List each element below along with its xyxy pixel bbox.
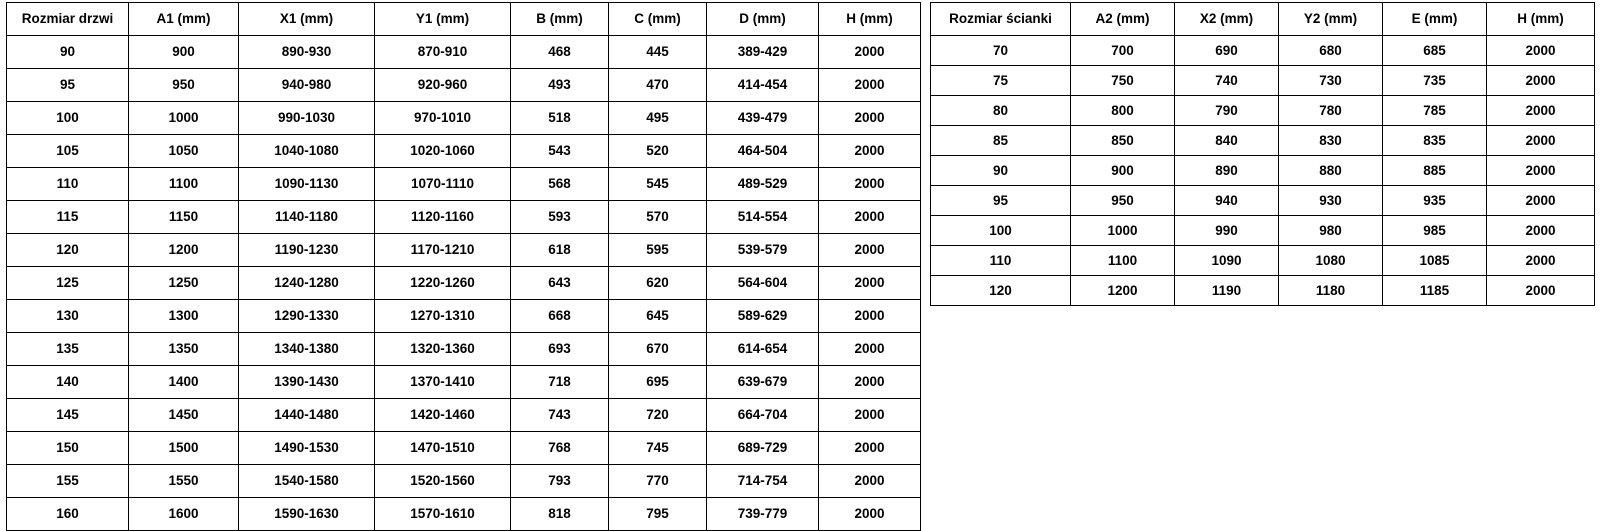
table-cell: 2000 [819,366,921,399]
table-row [7,69,921,102]
table-cell: 2000 [1487,186,1595,216]
table-cell: 2000 [819,135,921,168]
table-cell: 740 [1175,66,1279,96]
table-cell: 2000 [819,399,921,432]
table-cell: 835 [1383,126,1487,156]
table-cell: 900 [1071,156,1175,186]
table-cell: 1450 [129,399,239,432]
table-cell: 1570-1610 [375,498,511,531]
table-cell: 880 [1279,156,1383,186]
table-cell: 1300 [129,300,239,333]
table-cell: 1240-1280 [239,267,375,300]
table-cell: 2000 [819,168,921,201]
table-cell: 1190 [1175,276,1279,306]
table-cell: 2000 [819,333,921,366]
table-cell: 120 [7,234,129,267]
table-cell: 890 [1175,156,1279,186]
table-cell: 414-454 [707,69,819,102]
table-cell: 670 [609,333,707,366]
table-cell: 120 [931,276,1071,306]
table-cell: 695 [609,366,707,399]
table-cell: 593 [511,201,609,234]
table-cell: 1020-1060 [375,135,511,168]
table-row [7,168,921,201]
table-cell: 885 [1383,156,1487,186]
table-cell: 545 [609,168,707,201]
table-cell: 1150 [129,201,239,234]
table-cell: 543 [511,135,609,168]
table-cell: 470 [609,69,707,102]
table-cell: 2000 [819,36,921,69]
table-cell: 830 [1279,126,1383,156]
table-cell: 2000 [1487,96,1595,126]
table-cell: 564-604 [707,267,819,300]
table-cell: 2000 [819,498,921,531]
column-header: D (mm) [707,3,819,36]
table-cell: 890-930 [239,36,375,69]
table-cell: 85 [931,126,1071,156]
table-cell: 745 [609,432,707,465]
table-cell: 1200 [1071,276,1175,306]
table-row [931,66,1595,96]
column-header: Rozmiar drzwi [7,3,129,36]
table-cell: 518 [511,102,609,135]
column-header: Y1 (mm) [375,3,511,36]
table-cell: 100 [931,216,1071,246]
table-cell: 1350 [129,333,239,366]
table-cell: 150 [7,432,129,465]
table-cell: 940-980 [239,69,375,102]
table-cell: 2000 [1487,216,1595,246]
table-cell: 689-729 [707,432,819,465]
table-cell: 870-910 [375,36,511,69]
table-cell: 1100 [129,168,239,201]
column-header: A1 (mm) [129,3,239,36]
table-header-row [931,3,1595,36]
table-row [7,498,921,531]
table-cell: 800 [1071,96,1175,126]
table-cell: 714-754 [707,465,819,498]
table-cell: 489-529 [707,168,819,201]
table-cell: 514-554 [707,201,819,234]
table-cell: 920-960 [375,69,511,102]
table-cell: 990-1030 [239,102,375,135]
table-cell: 793 [511,465,609,498]
table-cell: 840 [1175,126,1279,156]
column-header: B (mm) [511,3,609,36]
table-cell: 105 [7,135,129,168]
table-cell: 743 [511,399,609,432]
table-cell: 2000 [1487,156,1595,186]
table-cell: 2000 [819,201,921,234]
table-cell: 1490-1530 [239,432,375,465]
table-row [7,300,921,333]
table-cell: 2000 [1487,66,1595,96]
table-cell: 589-629 [707,300,819,333]
table-cell: 135 [7,333,129,366]
table-cell: 1320-1360 [375,333,511,366]
table-row [7,399,921,432]
table-cell: 100 [7,102,129,135]
table-row [7,234,921,267]
table-cell: 2000 [819,432,921,465]
table-row [7,36,921,69]
table-cell: 935 [1383,186,1487,216]
table-row [931,126,1595,156]
table-cell: 1000 [1071,216,1175,246]
table-cell: 1400 [129,366,239,399]
table-cell: 2000 [819,300,921,333]
table-cell: 1185 [1383,276,1487,306]
table-cell: 70 [931,36,1071,66]
table-cell: 2000 [819,102,921,135]
wall-dimensions-table [930,2,1595,306]
table-cell: 95 [931,186,1071,216]
table-row [931,156,1595,186]
table-cell: 985 [1383,216,1487,246]
table-cell: 1220-1260 [375,267,511,300]
table-cell: 693 [511,333,609,366]
table-cell: 2000 [819,465,921,498]
table-row [931,246,1595,276]
table-cell: 614-654 [707,333,819,366]
table-cell: 735 [1383,66,1487,96]
table-cell: 160 [7,498,129,531]
table-cell: 464-504 [707,135,819,168]
table-cell: 739-779 [707,498,819,531]
table-cell: 900 [129,36,239,69]
table-cell: 1270-1310 [375,300,511,333]
table-cell: 1540-1580 [239,465,375,498]
table-cell: 80 [931,96,1071,126]
table-cell: 389-429 [707,36,819,69]
wall-dimensions-table-container [930,2,1595,306]
table-cell: 125 [7,267,129,300]
table-cell: 680 [1279,36,1383,66]
table-row [7,102,921,135]
table-cell: 1550 [129,465,239,498]
table-cell: 718 [511,366,609,399]
table-cell: 990 [1175,216,1279,246]
table-cell: 1090-1130 [239,168,375,201]
table-cell: 720 [609,399,707,432]
table-cell: 495 [609,102,707,135]
table-cell: 818 [511,498,609,531]
table-cell: 1470-1510 [375,432,511,465]
table-cell: 1180 [1279,276,1383,306]
table-cell: 1200 [129,234,239,267]
table-cell: 568 [511,168,609,201]
column-header: H (mm) [1487,3,1595,36]
table-row [7,333,921,366]
table-cell: 115 [7,201,129,234]
table-row [7,366,921,399]
table-cell: 1420-1460 [375,399,511,432]
table-cell: 780 [1279,96,1383,126]
table-cell: 1250 [129,267,239,300]
table-cell: 768 [511,432,609,465]
table-cell: 940 [1175,186,1279,216]
doors-dimensions-table [6,2,921,531]
table-cell: 110 [931,246,1071,276]
column-header: C (mm) [609,3,707,36]
table-cell: 130 [7,300,129,333]
table-cell: 620 [609,267,707,300]
table-cell: 2000 [1487,246,1595,276]
table-cell: 850 [1071,126,1175,156]
table-cell: 1050 [129,135,239,168]
table-header-row [7,3,921,36]
column-header: E (mm) [1383,3,1487,36]
table-row [7,465,921,498]
table-cell: 930 [1279,186,1383,216]
table-cell: 1090 [1175,246,1279,276]
table-row [931,216,1595,246]
table-cell: 1600 [129,498,239,531]
table-cell: 645 [609,300,707,333]
table-cell: 700 [1071,36,1175,66]
table-cell: 1100 [1071,246,1175,276]
table-cell: 770 [609,465,707,498]
table-cell: 1080 [1279,246,1383,276]
table-cell: 1370-1410 [375,366,511,399]
table-cell: 950 [1071,186,1175,216]
table-cell: 1000 [129,102,239,135]
table-row [931,276,1595,306]
table-cell: 539-579 [707,234,819,267]
table-cell: 2000 [1487,276,1595,306]
table-cell: 2000 [819,234,921,267]
column-header: Y2 (mm) [1279,3,1383,36]
table-cell: 1070-1110 [375,168,511,201]
table-cell: 520 [609,135,707,168]
table-cell: 1085 [1383,246,1487,276]
table-cell: 2000 [1487,126,1595,156]
table-cell: 1190-1230 [239,234,375,267]
table-cell: 1520-1560 [375,465,511,498]
table-cell: 785 [1383,96,1487,126]
table-cell: 643 [511,267,609,300]
table-row [7,432,921,465]
column-header: X2 (mm) [1175,3,1279,36]
table-cell: 1440-1480 [239,399,375,432]
table-cell: 155 [7,465,129,498]
column-header: X1 (mm) [239,3,375,36]
column-header: H (mm) [819,3,921,36]
table-cell: 1040-1080 [239,135,375,168]
table-cell: 1590-1630 [239,498,375,531]
table-cell: 750 [1071,66,1175,96]
table-cell: 618 [511,234,609,267]
table-cell: 75 [931,66,1071,96]
table-cell: 639-679 [707,366,819,399]
doors-dimensions-table-container [6,2,921,531]
table-cell: 730 [1279,66,1383,96]
table-cell: 595 [609,234,707,267]
table-cell: 1500 [129,432,239,465]
table-cell: 950 [129,69,239,102]
table-cell: 1140-1180 [239,201,375,234]
table-cell: 1120-1160 [375,201,511,234]
table-cell: 685 [1383,36,1487,66]
table-cell: 2000 [819,267,921,300]
table-cell: 439-479 [707,102,819,135]
table-cell: 493 [511,69,609,102]
table-cell: 90 [7,36,129,69]
table-row [931,36,1595,66]
table-cell: 468 [511,36,609,69]
table-cell: 980 [1279,216,1383,246]
table-cell: 970-1010 [375,102,511,135]
table-row [7,267,921,300]
column-header: Rozmiar ścianki [931,3,1071,36]
table-cell: 445 [609,36,707,69]
table-cell: 140 [7,366,129,399]
table-cell: 95 [7,69,129,102]
column-header: A2 (mm) [1071,3,1175,36]
table-cell: 664-704 [707,399,819,432]
table-cell: 1340-1380 [239,333,375,366]
table-cell: 90 [931,156,1071,186]
table-cell: 790 [1175,96,1279,126]
table-cell: 690 [1175,36,1279,66]
table-row [931,96,1595,126]
table-cell: 145 [7,399,129,432]
table-row [7,201,921,234]
table-cell: 1390-1430 [239,366,375,399]
table-row [7,135,921,168]
table-cell: 570 [609,201,707,234]
table-cell: 2000 [819,69,921,102]
table-cell: 795 [609,498,707,531]
table-cell: 1290-1330 [239,300,375,333]
table-cell: 668 [511,300,609,333]
table-cell: 1170-1210 [375,234,511,267]
table-cell: 110 [7,168,129,201]
table-row [931,186,1595,216]
table-cell: 2000 [1487,36,1595,66]
